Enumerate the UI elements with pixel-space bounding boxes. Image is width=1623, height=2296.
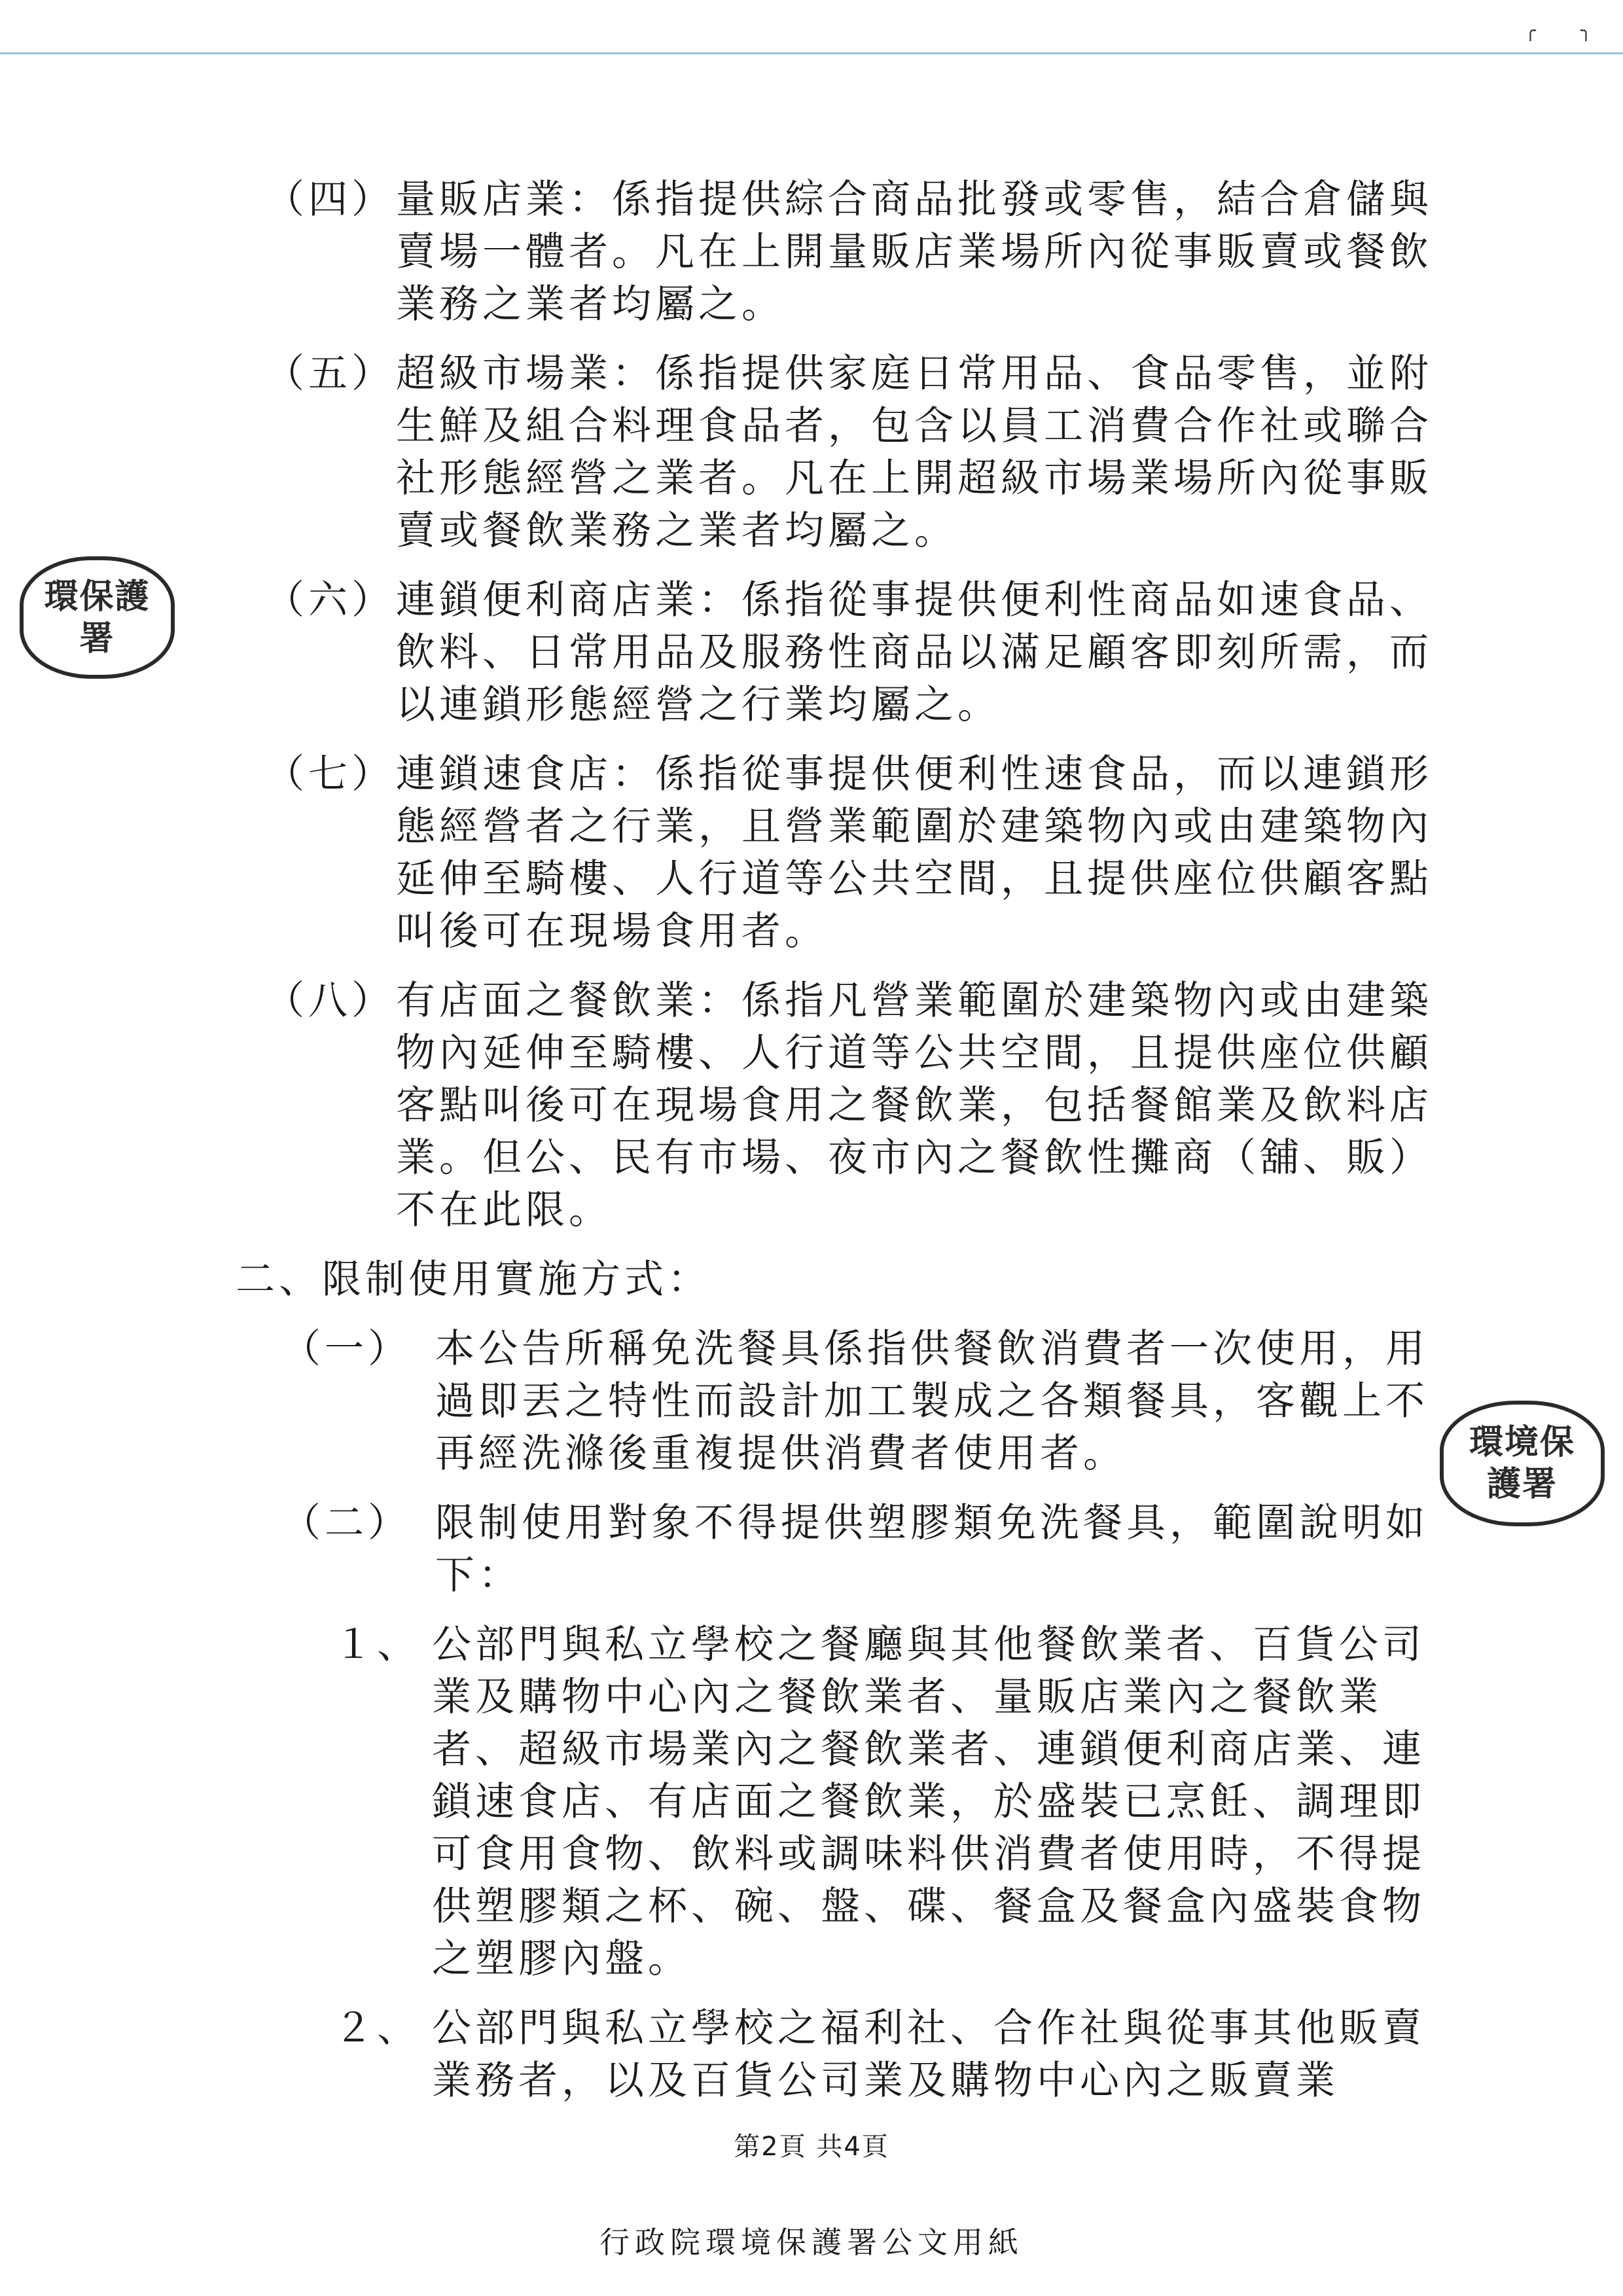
numbered-item [236, 2002, 1440, 2107]
item-number: ２、 [334, 2005, 420, 2051]
seal-text: 環境保護署 [1469, 1422, 1575, 1504]
clause-number: （二） [281, 1500, 411, 1546]
page-number: 第2頁 共4頁 [734, 2132, 889, 2162]
seal-stamp-right [1440, 1401, 1605, 1526]
clause-item [236, 975, 1440, 1236]
document-body [236, 173, 1440, 2124]
clause-text: 限制使用對象不得提供塑膠類免洗餐具，範圍說明如下： [435, 1500, 1429, 1598]
corner-mark: ╭ [1525, 20, 1536, 41]
organization-footer: 行政院環境保護署公文用紙 [599, 2225, 1024, 2260]
seal-stamp-left [20, 556, 175, 679]
item-text: 公部門與私立學校之福利社、合作社與從事其他販賣業務者，以及百貨公司業及購物中心內之販賣業 [432, 2005, 1425, 2104]
clause-text: 超級市場業：係指提供家庭日常用品、食品零售，並附生鮮及組合料理食品者，包含以員工消費合作社或聯合社形態經營之業者。凡在上開超級市場業場所內從事販賣或餐飲業務之業者均屬之。 [396, 351, 1433, 554]
clause-item [236, 748, 1440, 958]
top-rule [0, 52, 1623, 54]
clause-number: （七） [265, 751, 395, 797]
corner-mark: ╮ [1580, 20, 1592, 41]
item-number: １、 [334, 1622, 420, 1668]
numbered-item [236, 1619, 1440, 1985]
clause-item [236, 348, 1440, 557]
clause-text: 量販店業：係指提供綜合商品批發或零售，結合倉儲與賣場一體者。凡在上開量販店業場所內從事販賣或餐飲業務之業者均屬之。 [396, 177, 1433, 327]
section-heading: 二、限制使用實施方式： [236, 1257, 711, 1302]
clause-number: （一） [281, 1326, 411, 1372]
clause-number: （八） [265, 978, 395, 1024]
item-text: 公部門與私立學校之餐廳與其他餐飲業者、百貨公司業及購物中心內之餐飲業者、量販店業內之餐飲業者、超級市場業內之餐飲業者、連鎖便利商店業、連鎖速食店、有店面之餐飲業，於盛裝已烹飪、調理即可食用食物、飲料或調味料供消費者使用時，不得提供塑膠類之杯、碗、盤、碟、餐盒及餐盒內盛裝食物之塑膠內盤。 [432, 1622, 1425, 1982]
clause-item [236, 1497, 1440, 1602]
clause-number: （四） [265, 177, 395, 223]
clause-text: 連鎖便利商店業：係指從事提供便利性商品如速食品、飲料、日常用品及服務性商品以滿足顧客即刻所需，而以連鎖形態經營之行業均屬之。 [396, 577, 1433, 728]
clause-text: 有店面之餐飲業：係指凡營業範圍於建築物內或由建築物內延伸至騎樓、人行道等公共空間，且提供座位供顧客點叫後可在現場食用之餐飲業，包括餐館業及飲料店業。但公、民有市場、夜市內之餐飲性攤商（舖、販）不在此限。 [396, 978, 1433, 1233]
clause-text: 本公告所稱免洗餐具係指供餐飲消費者一次使用，用過即丟之特性而設計加工製成之各類餐具，客觀上不再經洗滌後重複提供消費者使用者。 [435, 1326, 1429, 1477]
clause-item [236, 574, 1440, 731]
seal-text: 環保護署 [44, 576, 151, 658]
clause-number: （六） [265, 577, 395, 623]
clause-item [236, 173, 1440, 331]
clause-item [236, 1323, 1440, 1480]
clause-number: （五） [265, 351, 395, 397]
clause-text: 連鎖速食店：係指從事提供便利性速食品，而以連鎖形態經營者之行業，且營業範圍於建築物內或由建築物內延伸至騎樓、人行道等公共空間，且提供座位供顧客點叫後可在現場食用者。 [396, 751, 1433, 954]
